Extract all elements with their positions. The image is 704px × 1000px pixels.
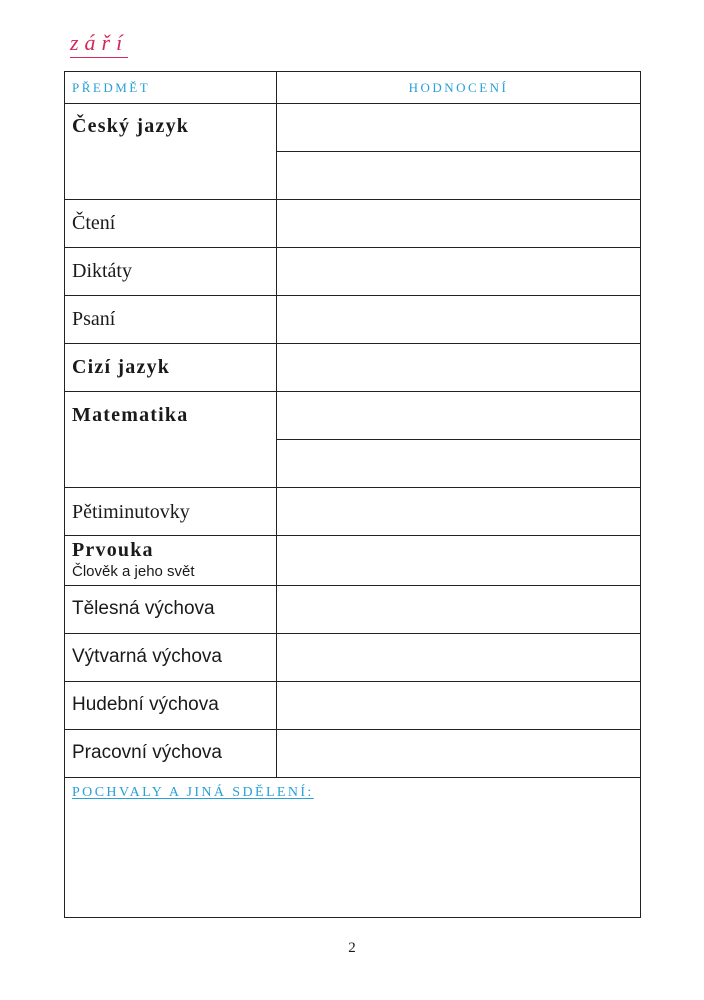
subject-label: Čtení — [72, 212, 116, 234]
table-row-foreign-language — [65, 344, 640, 392]
table-row-music — [65, 682, 640, 730]
grade-cell[interactable] — [277, 730, 640, 777]
grade-cell[interactable] — [277, 682, 640, 729]
table-row-writing — [65, 296, 640, 344]
month-title: září — [70, 30, 128, 58]
grade-cell[interactable] — [277, 392, 640, 439]
grade-cell[interactable] — [277, 200, 640, 247]
table-row-quizzes — [65, 488, 640, 536]
subject-sublabel: Člověk a jeho svět — [72, 563, 195, 580]
table-row-art — [65, 634, 640, 682]
grade-cell[interactable] — [277, 296, 640, 343]
table-row-work — [65, 730, 640, 778]
grade-cell[interactable] — [277, 248, 640, 295]
subject-label: Výtvarná výchova — [72, 646, 222, 667]
table-header — [65, 72, 640, 104]
grades-table — [64, 71, 641, 918]
grade-cell[interactable] — [277, 103, 640, 151]
notes-title: POCHVALY A JINÁ SDĚLENÍ: — [72, 785, 314, 800]
table-row-math — [65, 392, 640, 488]
table-row-reading — [65, 200, 640, 248]
grade-cell[interactable] — [277, 440, 640, 487]
column-header-grade: HODNOCENÍ — [408, 80, 509, 95]
subject-label: Diktáty — [72, 260, 132, 282]
grade-cell[interactable] — [277, 586, 640, 633]
grade-cell[interactable] — [277, 152, 640, 199]
table-row-czech — [65, 103, 640, 200]
subject-label: Tělesná výchova — [72, 598, 215, 619]
table-row-dictation — [65, 248, 640, 296]
grade-cell[interactable] — [277, 634, 640, 681]
subject-label: Prvouka — [72, 539, 154, 561]
subject-label: Pracovní výchova — [72, 742, 222, 763]
table-row-pe — [65, 586, 640, 634]
subject-label: Pětiminutovky — [72, 501, 190, 523]
subject-label: Hudební výchova — [72, 694, 219, 715]
grade-cell[interactable] — [277, 344, 640, 391]
subject-label: Psaní — [72, 308, 116, 330]
subject-label: Matematika — [72, 404, 189, 426]
grade-cell[interactable] — [277, 488, 640, 535]
subject-label: Cizí jazyk — [72, 356, 171, 378]
column-header-subject: PŘEDMĚT — [72, 80, 151, 95]
page-number: 2 — [348, 940, 356, 956]
subject-label: Český jazyk — [72, 115, 190, 137]
grade-cell[interactable] — [277, 536, 640, 585]
table-row-prvouka — [65, 536, 640, 586]
